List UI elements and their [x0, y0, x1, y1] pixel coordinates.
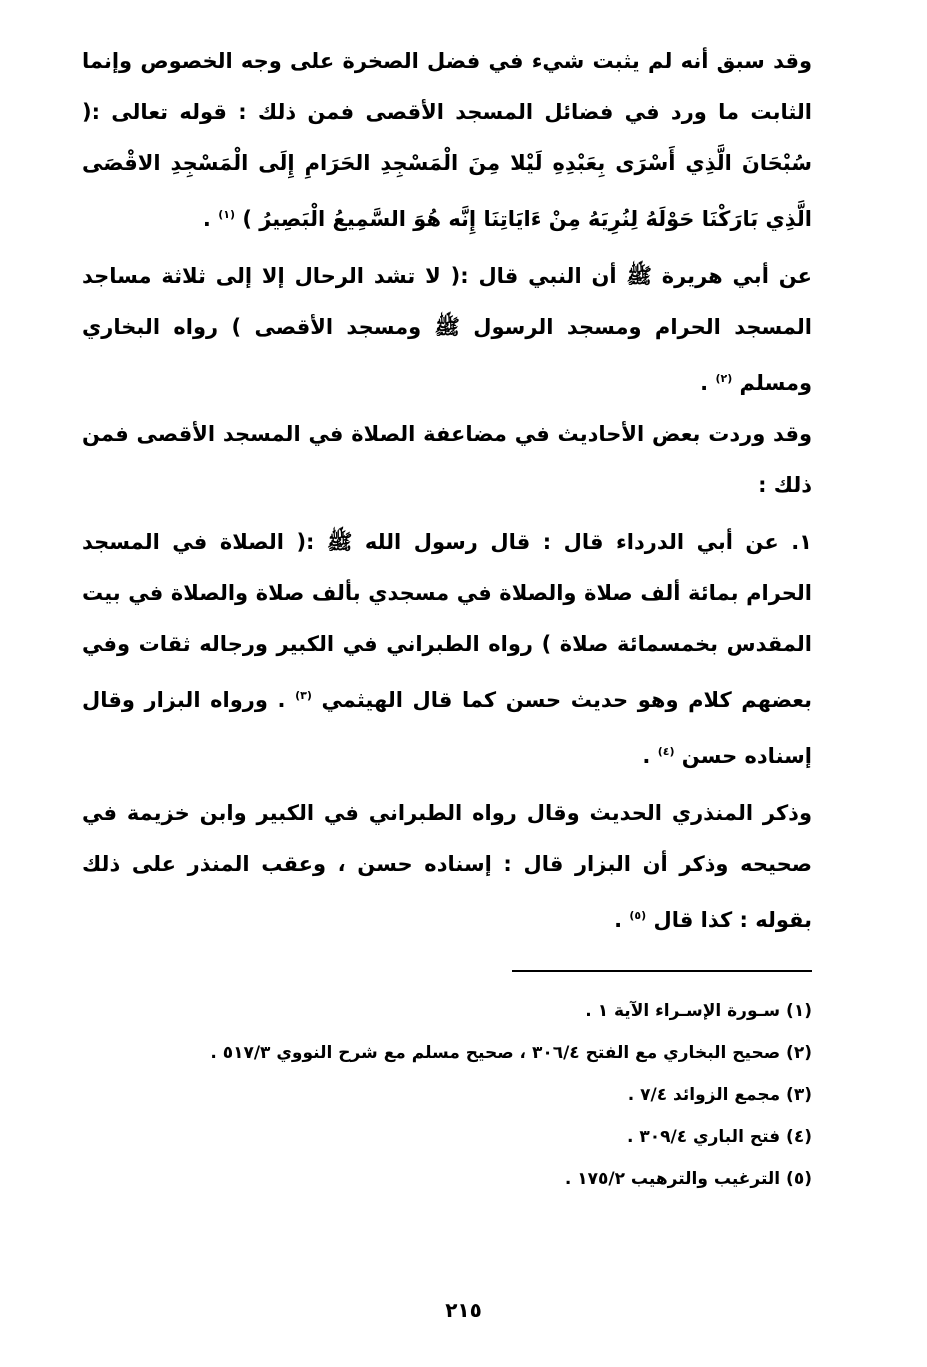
page-number: ٢١٥ — [445, 1298, 482, 1322]
main-text — [82, 36, 812, 946]
paragraph-1 — [82, 36, 812, 245]
footnotes — [82, 990, 812, 1200]
paragraph-5-text: وذكر المنذري الحديث وقال رواه الطبراني في الكبير وابن خزيمة في صحيحه وذكر أن البزار قال : إسناده حسن ، وعقب المنذر على ذلك بقوله : كذا قال — [82, 801, 812, 932]
footnote-3: (٣) مجمع الزوائد ٧/٤ . — [627, 1085, 812, 1105]
paragraph-1-end: . — [202, 207, 211, 231]
footnote-ref-5: (٥) — [629, 909, 647, 922]
footnote-4: (٤) فتح الباري ٣٠٩/٤ . — [626, 1127, 812, 1147]
paragraph-2-text: عن أبي هريرة ﷺ أن النبي قال :( لا تشد الرحال إلا إلى ثلاثة مساجد المسجد الحرام ومسجد الرسول ﷺ ومسجد الأقصى ) رواه البخاري ومسلم — [82, 264, 812, 395]
footnote-ref-4: (٤) — [657, 745, 675, 758]
footnote-divider — [512, 970, 812, 972]
footnote-1: (١) سـورة الإسـراء الآية ١ . — [585, 1001, 812, 1021]
paragraph-4 — [82, 517, 812, 782]
paragraph-5 — [82, 788, 812, 946]
footnote-2: (٢) صحيح البخاري مع الفتح ٣٠٦/٤ ، صحيح مسلم مع شرح النووي ٥١٧/٣ . — [210, 1043, 812, 1063]
paragraph-2-end: . — [700, 371, 709, 395]
paragraph-1-text: وقد سبق أنه لم يثبت شيء في فضل الصخرة على وجه الخصوص وإنما الثابت ما ورد في فضائل المسجد الأقصى فمن ذلك : قوله تعالى :( سُبْحَانَ الَّذِي أَسْرَى بِعَبْدِهِ لَيْلا مِنَ الْمَسْجِدِ الحَرَامِ إِلَى الْمَسْجِدِ الاقْصَى الَّذِي بَارَكْنَا حَوْلَهُ لِنُرِيَهُ مِنْ ءَايَاتِنَا إِنَّه هُوَ السَّمِيعُ الْبَصِيرُ ) — [82, 49, 812, 231]
footnote-ref-2: (٢) — [715, 372, 733, 385]
paragraph-3 — [82, 409, 812, 511]
footnote-ref-1: (١) — [218, 208, 235, 221]
paragraph-2 — [82, 251, 812, 409]
paragraph-4-end: . — [642, 744, 651, 768]
footnote-ref-3: (٣) — [295, 689, 312, 702]
footnote-5: (٥) الترغيب والترهيب ١٧٥/٢ . — [564, 1169, 812, 1189]
paragraph-4-text: ١. عن أبي الدرداء قال : قال رسول الله ﷺ :( الصلاة في المسجد الحرام بمائة ألف صلاة والصلاة في مسجدي بألف صلاة والصلاة في بيت المقدس بخمسمائة صلاة ) رواه الطبراني في الكبير ورجاله ثقات وفي بعضهم كلام وهو حديث حسن كما قال الهيثمي — [82, 530, 813, 712]
paragraph-4-mid: . ورواه البزار وقال إسناده حسن — [82, 688, 812, 768]
paragraph-3-text: وقد وردت بعض الأحاديث في مضاعفة الصلاة في المسجد الأقصى فمن ذلك : — [82, 422, 812, 497]
paragraph-5-end: . — [614, 908, 623, 932]
